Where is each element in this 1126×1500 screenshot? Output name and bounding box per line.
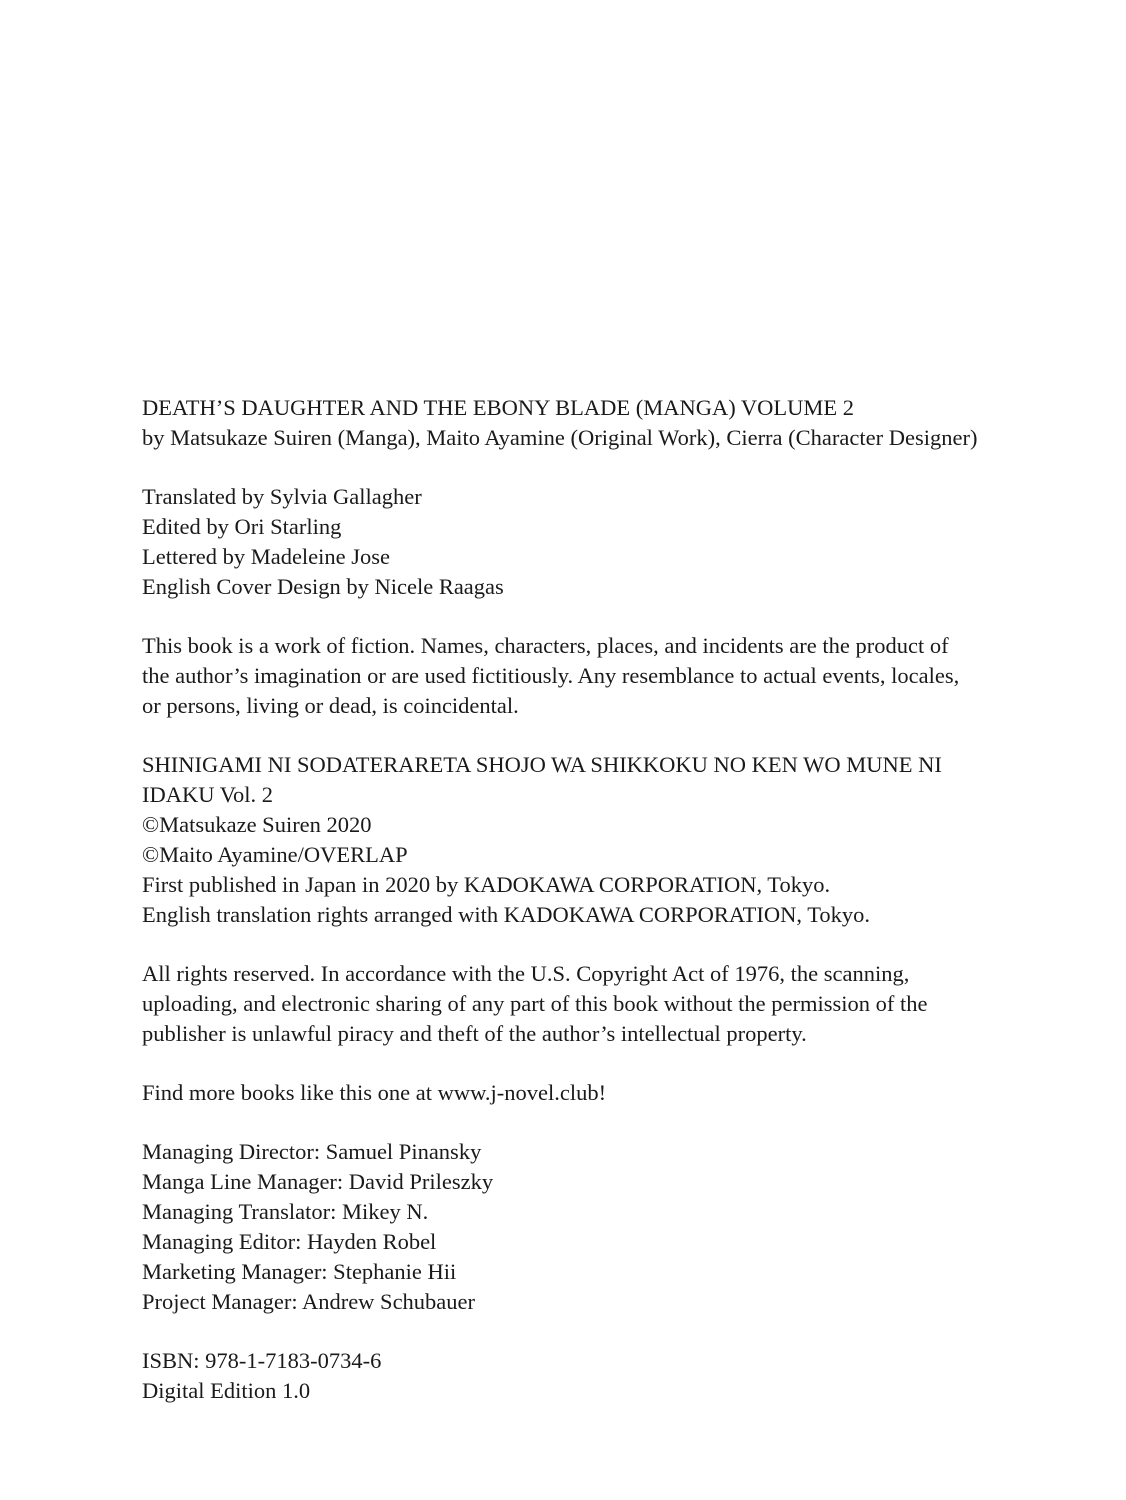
staff-block <box>142 1137 1042 1317</box>
staff-line: Marketing Manager: Stephanie Hii <box>142 1259 457 1284</box>
staff-line: Project Manager: Andrew Schubauer <box>142 1289 476 1314</box>
staff-line: Managing Editor: Hayden Robel <box>142 1229 437 1254</box>
credit-line: Translated by Sylvia Gallagher <box>142 484 422 509</box>
copyright-text <box>142 393 1042 1435</box>
original-info-line: IDAKU Vol. 2 <box>142 782 274 807</box>
book-byline: by Matsukaze Suiren (Manga), Maito Ayamine (Original Work), Cierra (Character Designer) <box>142 425 978 450</box>
staff-line: Managing Translator: Mikey N. <box>142 1199 429 1224</box>
edition-label: Digital Edition 1.0 <box>142 1378 311 1403</box>
rights-line: uploading, and electronic sharing of any part of this book without the permission of the <box>142 991 928 1016</box>
disclaimer-block <box>142 631 1042 721</box>
rights-block <box>142 959 1042 1049</box>
disclaimer-line: This book is a work of fiction. Names, characters, places, and incidents are the product of <box>142 633 949 658</box>
rights-line: All rights reserved. In accordance with the U.S. Copyright Act of 1976, the scanning, <box>142 961 910 986</box>
original-info-line: ©Maito Ayamine/OVERLAP <box>142 842 408 867</box>
credit-line: Lettered by Madeleine Jose <box>142 544 391 569</box>
title-block <box>142 393 982 453</box>
staff-line: Manga Line Manager: David Prileszky <box>142 1169 494 1194</box>
original-info-line: SHINIGAMI NI SODATERARETA SHOJO WA SHIKKOKU NO KEN WO MUNE NI <box>142 752 942 777</box>
credit-line: Edited by Ori Starling <box>142 514 342 539</box>
credit-line: English Cover Design by Nicele Raagas <box>142 574 504 599</box>
original-info-line: English translation rights arranged with KADOKAWA CORPORATION, Tokyo. <box>142 902 871 927</box>
disclaimer-line: the author’s imagination or are used fictitiously. Any resemblance to actual events, locales, <box>142 663 960 688</box>
disclaimer-line: or persons, living or dead, is coincidental. <box>142 693 519 718</box>
book-title: DEATH’S DAUGHTER AND THE EBONY BLADE (MANGA) VOLUME 2 <box>142 395 855 420</box>
isbn: ISBN: 978-1-7183-0734-6 <box>142 1348 382 1373</box>
edition-block <box>142 1346 1042 1406</box>
original-info-line: ©Matsukaze Suiren 2020 <box>142 812 372 837</box>
staff-line: Managing Director: Samuel Pinansky <box>142 1139 482 1164</box>
original-info-block <box>142 750 1042 930</box>
website-block <box>142 1078 1042 1108</box>
website-line: Find more books like this one at www.j-novel.club! <box>142 1080 607 1105</box>
credits-block <box>142 482 1042 602</box>
rights-line: publisher is unlawful piracy and theft of the author’s intellectual property. <box>142 1021 807 1046</box>
original-info-line: First published in Japan in 2020 by KADOKAWA CORPORATION, Tokyo. <box>142 872 831 897</box>
